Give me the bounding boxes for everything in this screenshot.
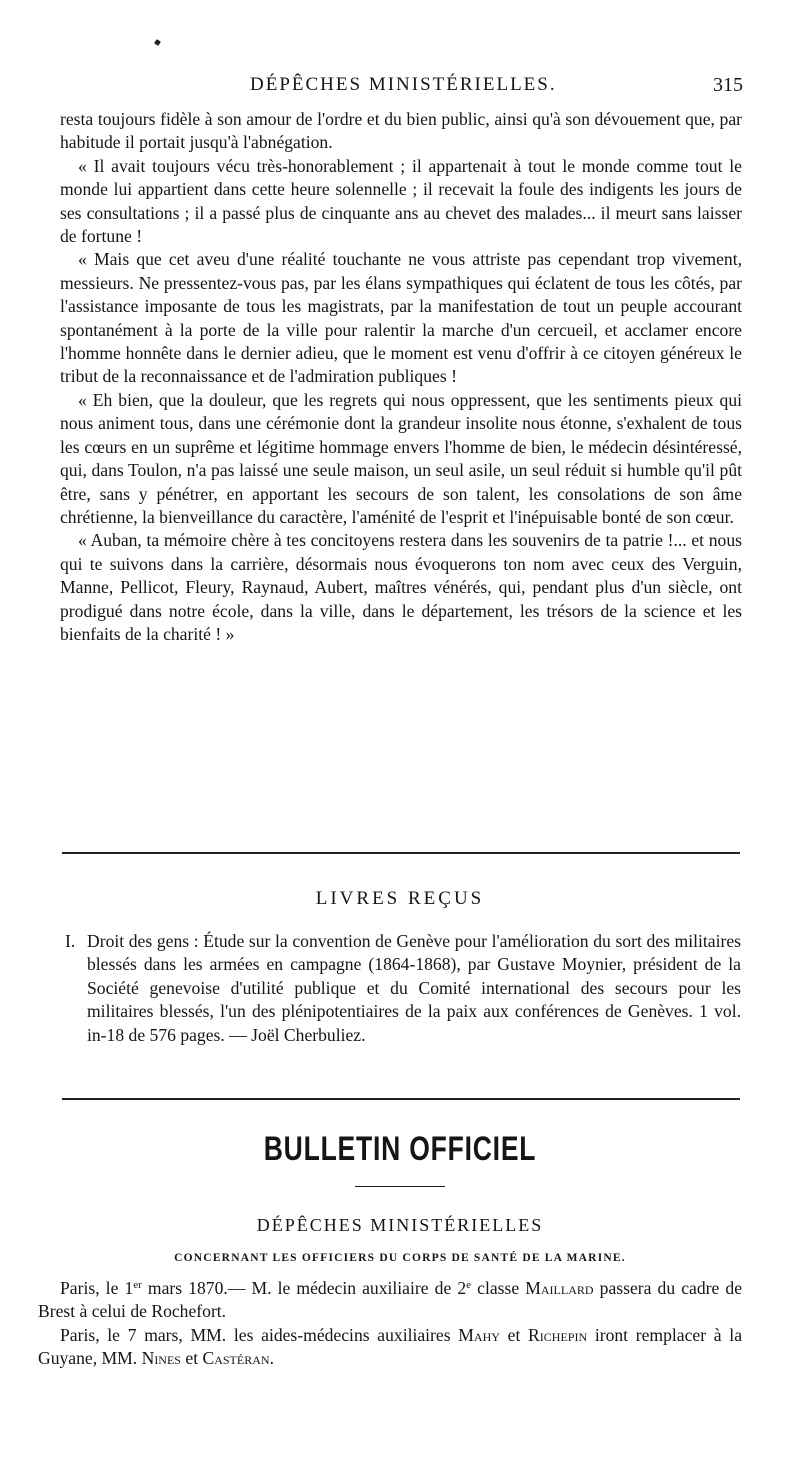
page-number: 315 [713,74,743,96]
bulletin-caption: CONCERNANT LES OFFICIERS DU CORPS DE SANTÉ DE LA MARINE. [174,1252,626,1264]
eulogy-text [60,108,742,646]
book-description: Droit des gens : Étude sur la convention de Genève pour l'amélioration du sort des militaires blessés dans les armées en campagne (1864-1868), par Gustave Moynier, président de la Société genevoise d'utilité publique et du Comité international des secours pour les militaires blessés, l'un des plénipotentiaires de la paix aux conférences de Genèves. 1 vol. in-18 de 576 pages. — Joël Cherbuliez. [87,931,741,1045]
notice-text: et [499,1324,529,1345]
notice-text: Paris, le 7 mars, MM. les aides-médecins auxiliaires [60,1324,459,1345]
notice-text: classe [471,1278,526,1298]
bulletin-title: BULLETIN OFFICIEL [263,1130,537,1168]
officer-name: Mahy [458,1324,500,1345]
notice-date-end: mars 1870. [141,1278,228,1298]
section-divider [62,1098,740,1100]
officer-name: Maillard [525,1278,594,1298]
running-title: DÉPÊCHES MINISTÉRIELLES. [250,74,557,95]
officer-name: Castéran [202,1348,270,1369]
notice-text: et [180,1348,203,1369]
paragraph: « Eh bien, que la douleur, que les regrets qui nous oppressent, que les sentiments pieux qui nous animent tous, dans une cérémonie dont la grandeur insolite nous étonne, s'exhalent de tous les cœurs en un suprême et légitime hommage envers l'homme de bien, le médecin désintéressé, qui, dans Toulon, n'a pas laissé une seule maison, un seul asile, un seul réduit si humble qu'il pût être, sans y pénétrer, en apportant les secours de son talent, les consolations de son âme chrétienne, la bienveillance du caractère, l'aménité de l'esprit et l'inépuisable bonté de son cœur. [60,389,742,527]
notice-text: iront remplacer à la Guyane, MM. [38,1324,743,1369]
paragraph: resta toujours fidèle à son amour de l'ordre et du bien public, ainsi qu'à son dévouement que, par habitude il portait jusqu'à l'abnégation. [60,109,742,153]
paragraph: « Auban, ta mémoire chère à tes concitoyens restera dans les souvenirs de ta patrie !... et nous qui te suivons dans la carrière, désormais nous évoquerons ton nom avec ceux des Verguin, Manne, Pellicot, Fleury, Raynaud, Aubert, maîtres vénérés, qui, pendant plus d'un siècle, ont prodigué dans notre école, dans la ville, dans le département, les trésors de la science et les bienfaits de la charité ! » [60,530,742,644]
notice [38,1277,742,1324]
book-entry [65,930,741,1047]
notice-text: passera du cadre de Brest à celui de Rochefort. [38,1278,742,1322]
paragraph: « Il avait toujours vécu très-honorablement ; il appartenait à tout le monde comme tout le monde lui appartient dans cette heure solennelle ; il recevait la foule des indigents les jours de ses consultations ; il a passé plus de cinquante ans au chevet des malades... il meurt sans laisser de fortune ! [60,155,742,247]
notice-text: — M. le médecin auxiliaire de 2 [227,1278,467,1298]
superscript: er [133,1279,142,1291]
notice-text: . [269,1348,274,1369]
paragraph: « Mais que cet aveu d'une réalité touchante ne vous attriste pas cependant trop vivement, messieurs. Ne pressentez-vous pas, par les élans sympathiques qui éclatent de tous les côtés, par l'assistance imposante de tous les magistrats, par la manifestation de tout un peuple accourant spontanément à la porte de la ville pour ralentir la marche d'un cercueil, et acclamer encore l'homme honnête dans le dernier adieu, que le moment est venu d'offrir à ce citoyen généreux le tribut de la reconnaissance et de l'admiration publiques ! [60,249,742,387]
officer-name: Richepin [528,1324,588,1345]
officer-name: Nines [141,1348,181,1369]
book-number: I. [65,931,76,951]
section-divider [62,852,740,854]
short-divider [355,1186,445,1187]
superscript: e [466,1279,472,1291]
notices [38,1277,742,1371]
notice [38,1324,742,1371]
notice-date: Paris, le 1 [60,1278,134,1298]
bulletin-subtitle: DÉPÊCHES MINISTÉRIELLES [256,1215,544,1235]
ink-mark [154,39,161,46]
livres-recus-heading: LIVRES REÇUS [315,888,485,909]
